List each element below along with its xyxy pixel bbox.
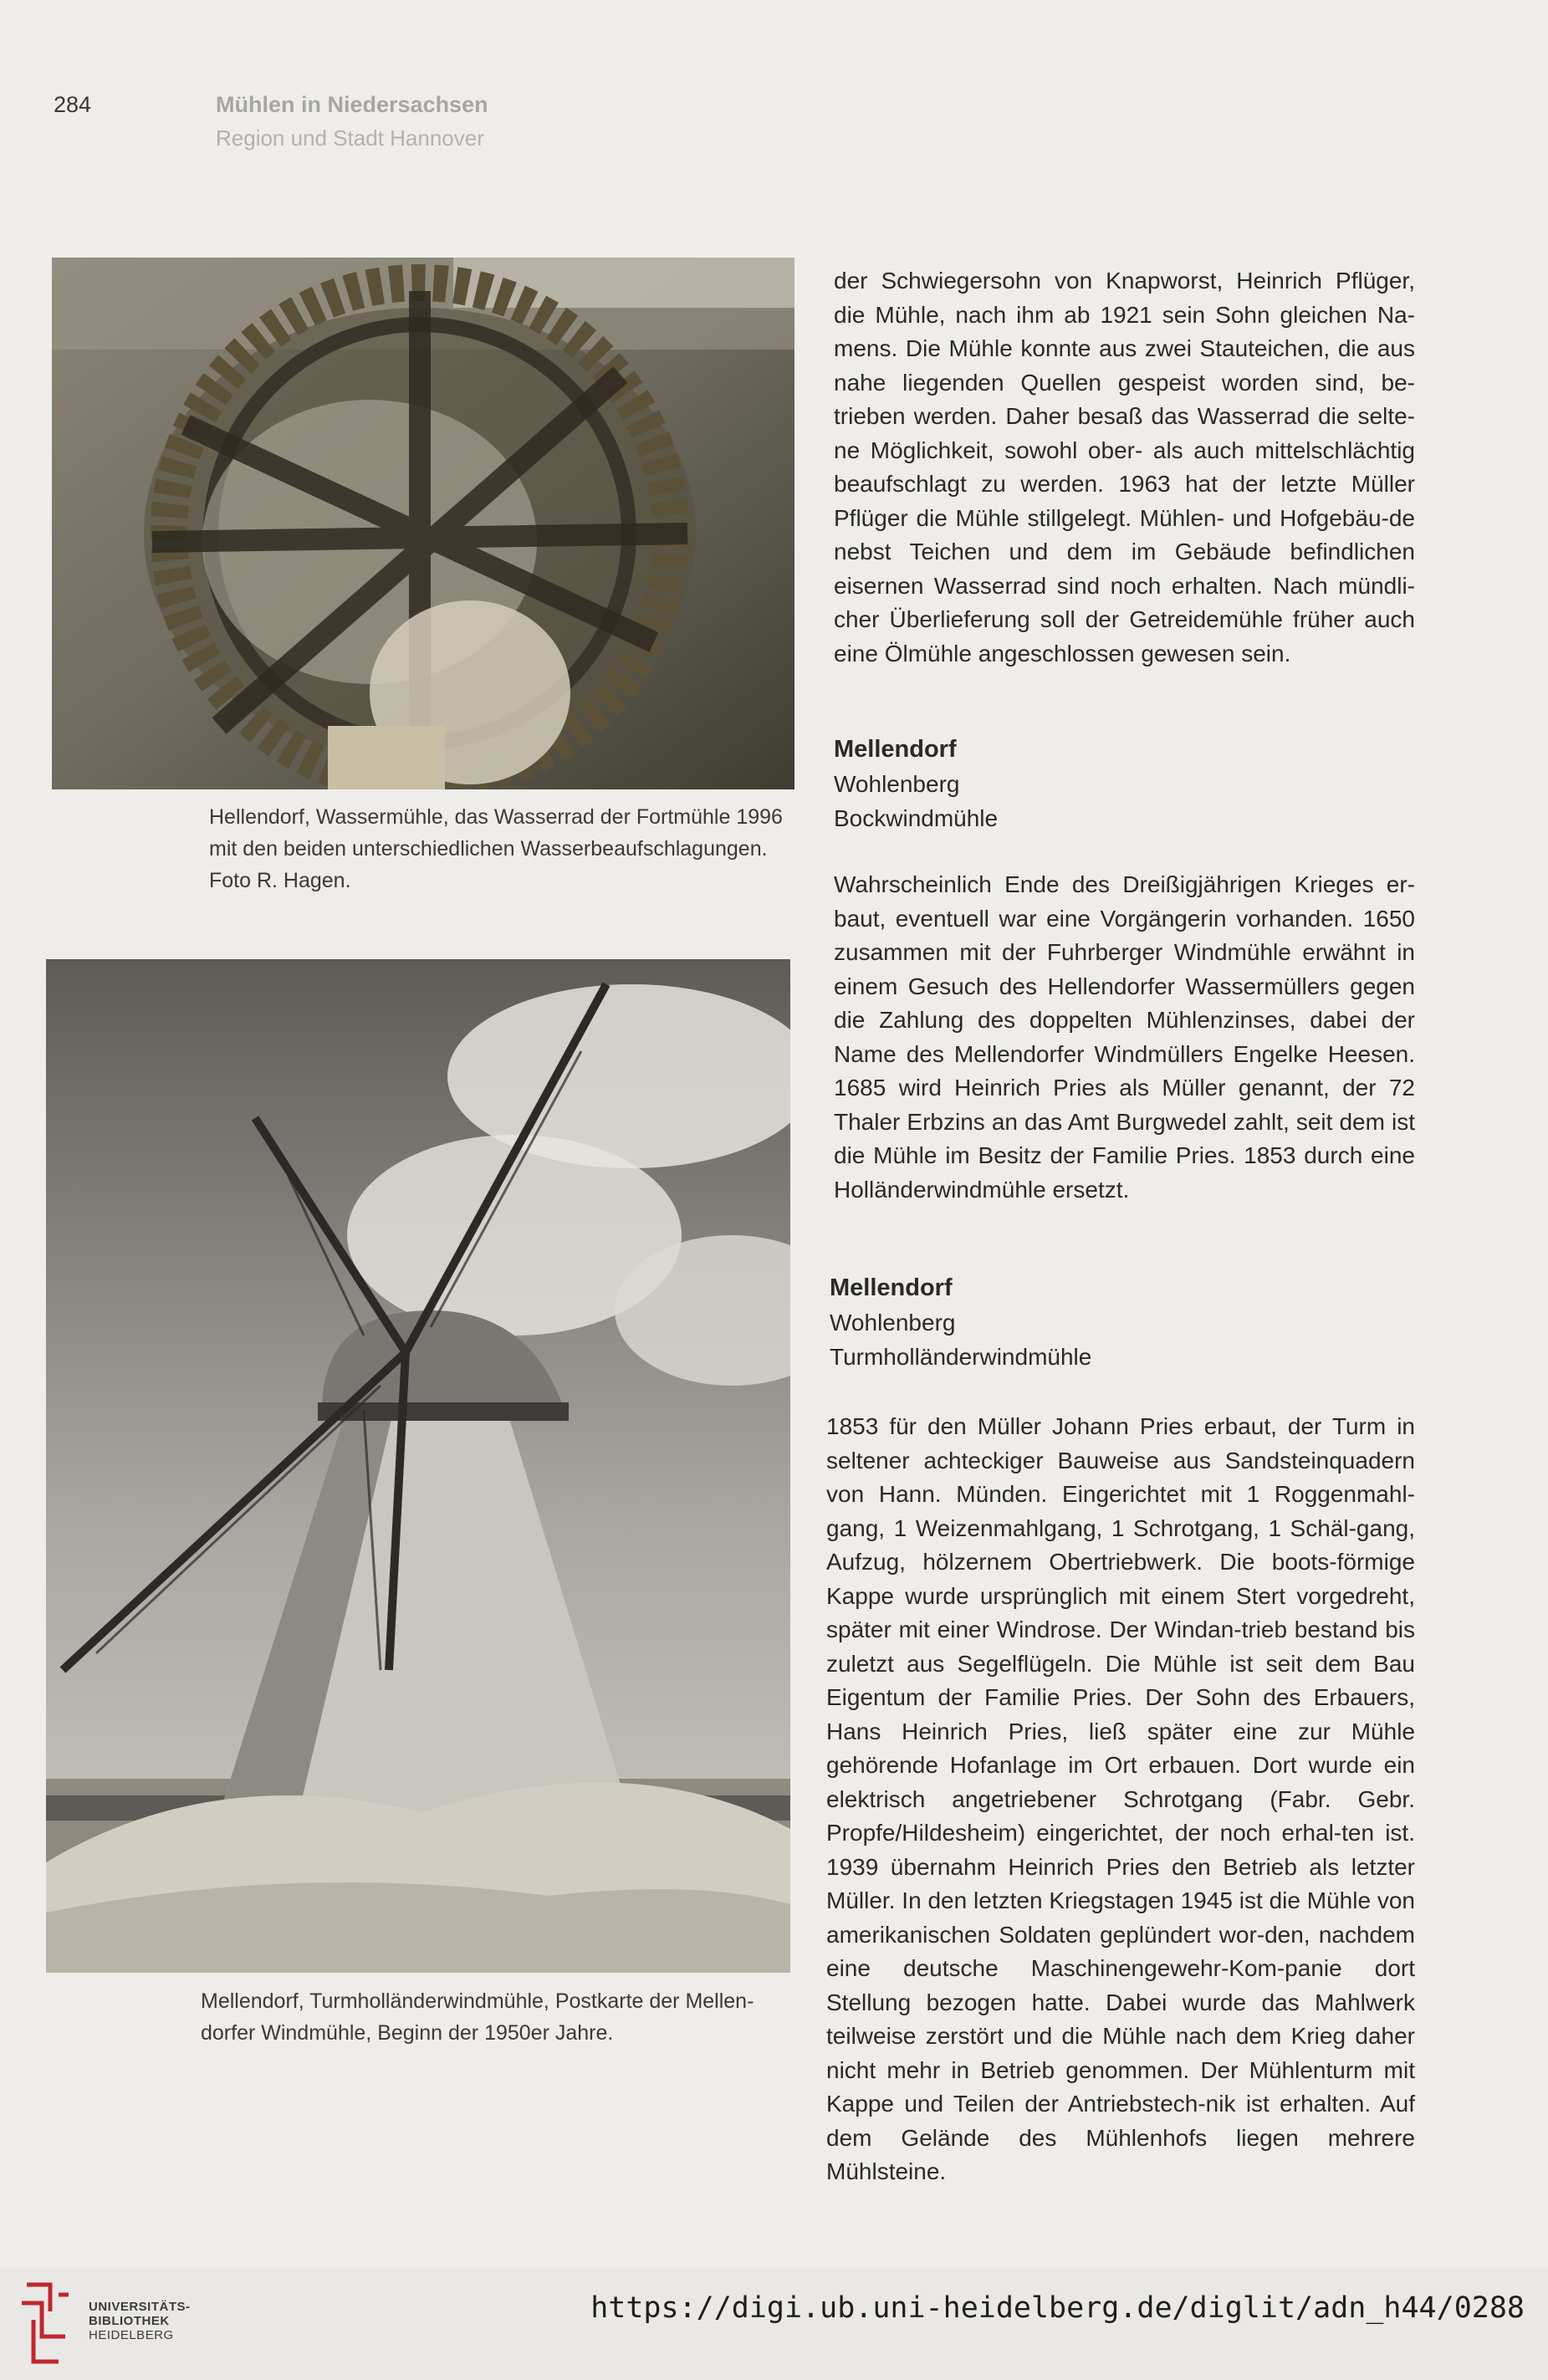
caption-line: Foto R. Hagen. [209, 869, 351, 892]
windmill-photo [46, 959, 790, 1973]
caption-line: mit den beiden unterschiedlichen Wasserbeaufschlagungen. [209, 837, 768, 861]
section-mill-type: Turmholländerwindmühle [830, 1344, 1092, 1370]
intro-paragraph: der Schwiegersohn von Knapworst, Heinrich Pflüger, die Mühle, nach ihm ab 1921 sein Sohn gleichen Na-mens. Die Mühle konnte aus zwei Stauteichen, die aus nahe liegenden Quellen gespeist worden sind, be-trieben werden. Daher besaß das Wasserrad die selte-ne Möglichkeit, sowohl ober- als auch mittelschlächtig beaufschlagt zu werden. 1963 hat der letzte Müller Pflüger die Mühle stillgelegt. Mühlen- und Hofgebäu-de nebst Teichen und dem im Gebäude befindlichen eisernen Wasserrad sind noch erhalten. Nach mündli-cher Überlieferung soll der Getreidemühle früher auch eine Ölmühle angeschlossen gewesen sein. [834, 268, 1415, 667]
running-subtitle: Region und Stadt Hannover [216, 125, 484, 151]
caption-line: Hellendorf, Wassermühle, das Wasserrad der Fortmühle 1996 [209, 805, 783, 829]
section-district: Wohlenberg [834, 771, 960, 797]
section-place: Mellendorf [830, 1274, 953, 1301]
section-paragraph-bockwindmuehle: Wahrscheinlich Ende des Dreißigjährigen Krieges er-baut, eventuell war eine Vorgängerin vorhanden. 1650 zusammen mit der Fuhrberger Windmühle erwähnt in einem Gesuch des Hellendorfer Wassermüllers gegen die Zahlung des doppelten Mühlenzinses, dabei der Name des Mellendorfer Windmüllers Engelke Heesen. 1685 wird Heinrich Pries als Müller genannt, der 72 Thaler Erbzins an das Amt Burgwedel zahlt, seit dem ist die Mühle im Besitz der Familie Pries. 1853 durch eine Holländerwindmühle ersetzt. [834, 871, 1415, 1203]
figure-caption-2 [201, 1985, 794, 2049]
caption-line: Mellendorf, Turmholländerwindmühle, Postkarte der Mellen- [201, 1989, 754, 2013]
library-name [89, 2300, 191, 2342]
page-number: 284 [54, 92, 92, 117]
library-name-line: BIBLIOTHEK [89, 2314, 170, 2328]
figure-caption-1 [209, 801, 794, 896]
library-name-line: HEIDELBERG [89, 2328, 174, 2342]
running-title: Mühlen in Niedersachsen [216, 92, 488, 117]
source-url-link[interactable]: https://digi.ub.uni-heidelberg.de/diglit/adn_h44/0288 [590, 2291, 1525, 2325]
section-heading-bockwindmuehle [834, 733, 998, 835]
section-place: Mellendorf [834, 736, 957, 763]
library-name-line: UNIVERSITÄTS- [89, 2300, 191, 2314]
digitization-footer [0, 2268, 1548, 2380]
section-district: Wohlenberg [830, 1310, 956, 1336]
university-library-logo-icon [17, 2278, 75, 2370]
section-heading-turmhollaender [830, 1271, 1091, 1374]
caption-line: dorfer Windmühle, Beginn der 1950er Jahre. [201, 2021, 614, 2045]
section-paragraph-turmhollaender: 1853 für den Müller Johann Pries erbaut, der Turm in seltener achteckiger Bauweise aus Sandsteinquadern von Hann. Münden. Eingerichtet mit 1 Roggenmahl-gang, 1 Weizenmahlgang, 1 Schrotgang, 1 Schäl-gang, Aufzug, hölzernem Obertriebwerk. Die boots-förmige Kappe wurde ursprünglich mit einem Stert vorgedreht, später mit einer Windrose. Der Windan-trieb bestand bis zuletzt aus Segelflügeln. Die Mühle ist seit dem Bau Eigentum der Familie Pries. Der Sohn des Erbauers, Hans Heinrich Pries, ließ später eine zur Mühle gehörende Hofanlage im Ort erbauen. Dort wurde ein elektrisch angetriebener Schrotgang (Fabr. Gebr. Propfe/Hildesheim) eingerichtet, der noch erhal-ten ist. 1939 übernahm Heinrich Pries den Betrieb als letzter Müller. In den letzten Kriegstagen 1945 ist die Mühle von amerikanischen Soldaten geplündert wor-den, nachdem eine deutsche Maschinengewehr-Kom-panie dort Stellung bezogen hatte. Dabei wurde das Mahlwerk teilweise zerstört und die Mühle nach dem Krieg daher nicht mehr in Betrieb genommen. Der Mühlenturm mit Kappe und Teilen der Antriebstech-nik ist erhalten. Auf dem Gelände des Mühlenhofs liegen mehrere Mühlsteine. [826, 1413, 1415, 2184]
waterwheel-photo [52, 258, 794, 789]
section-mill-type: Bockwindmühle [834, 805, 999, 831]
